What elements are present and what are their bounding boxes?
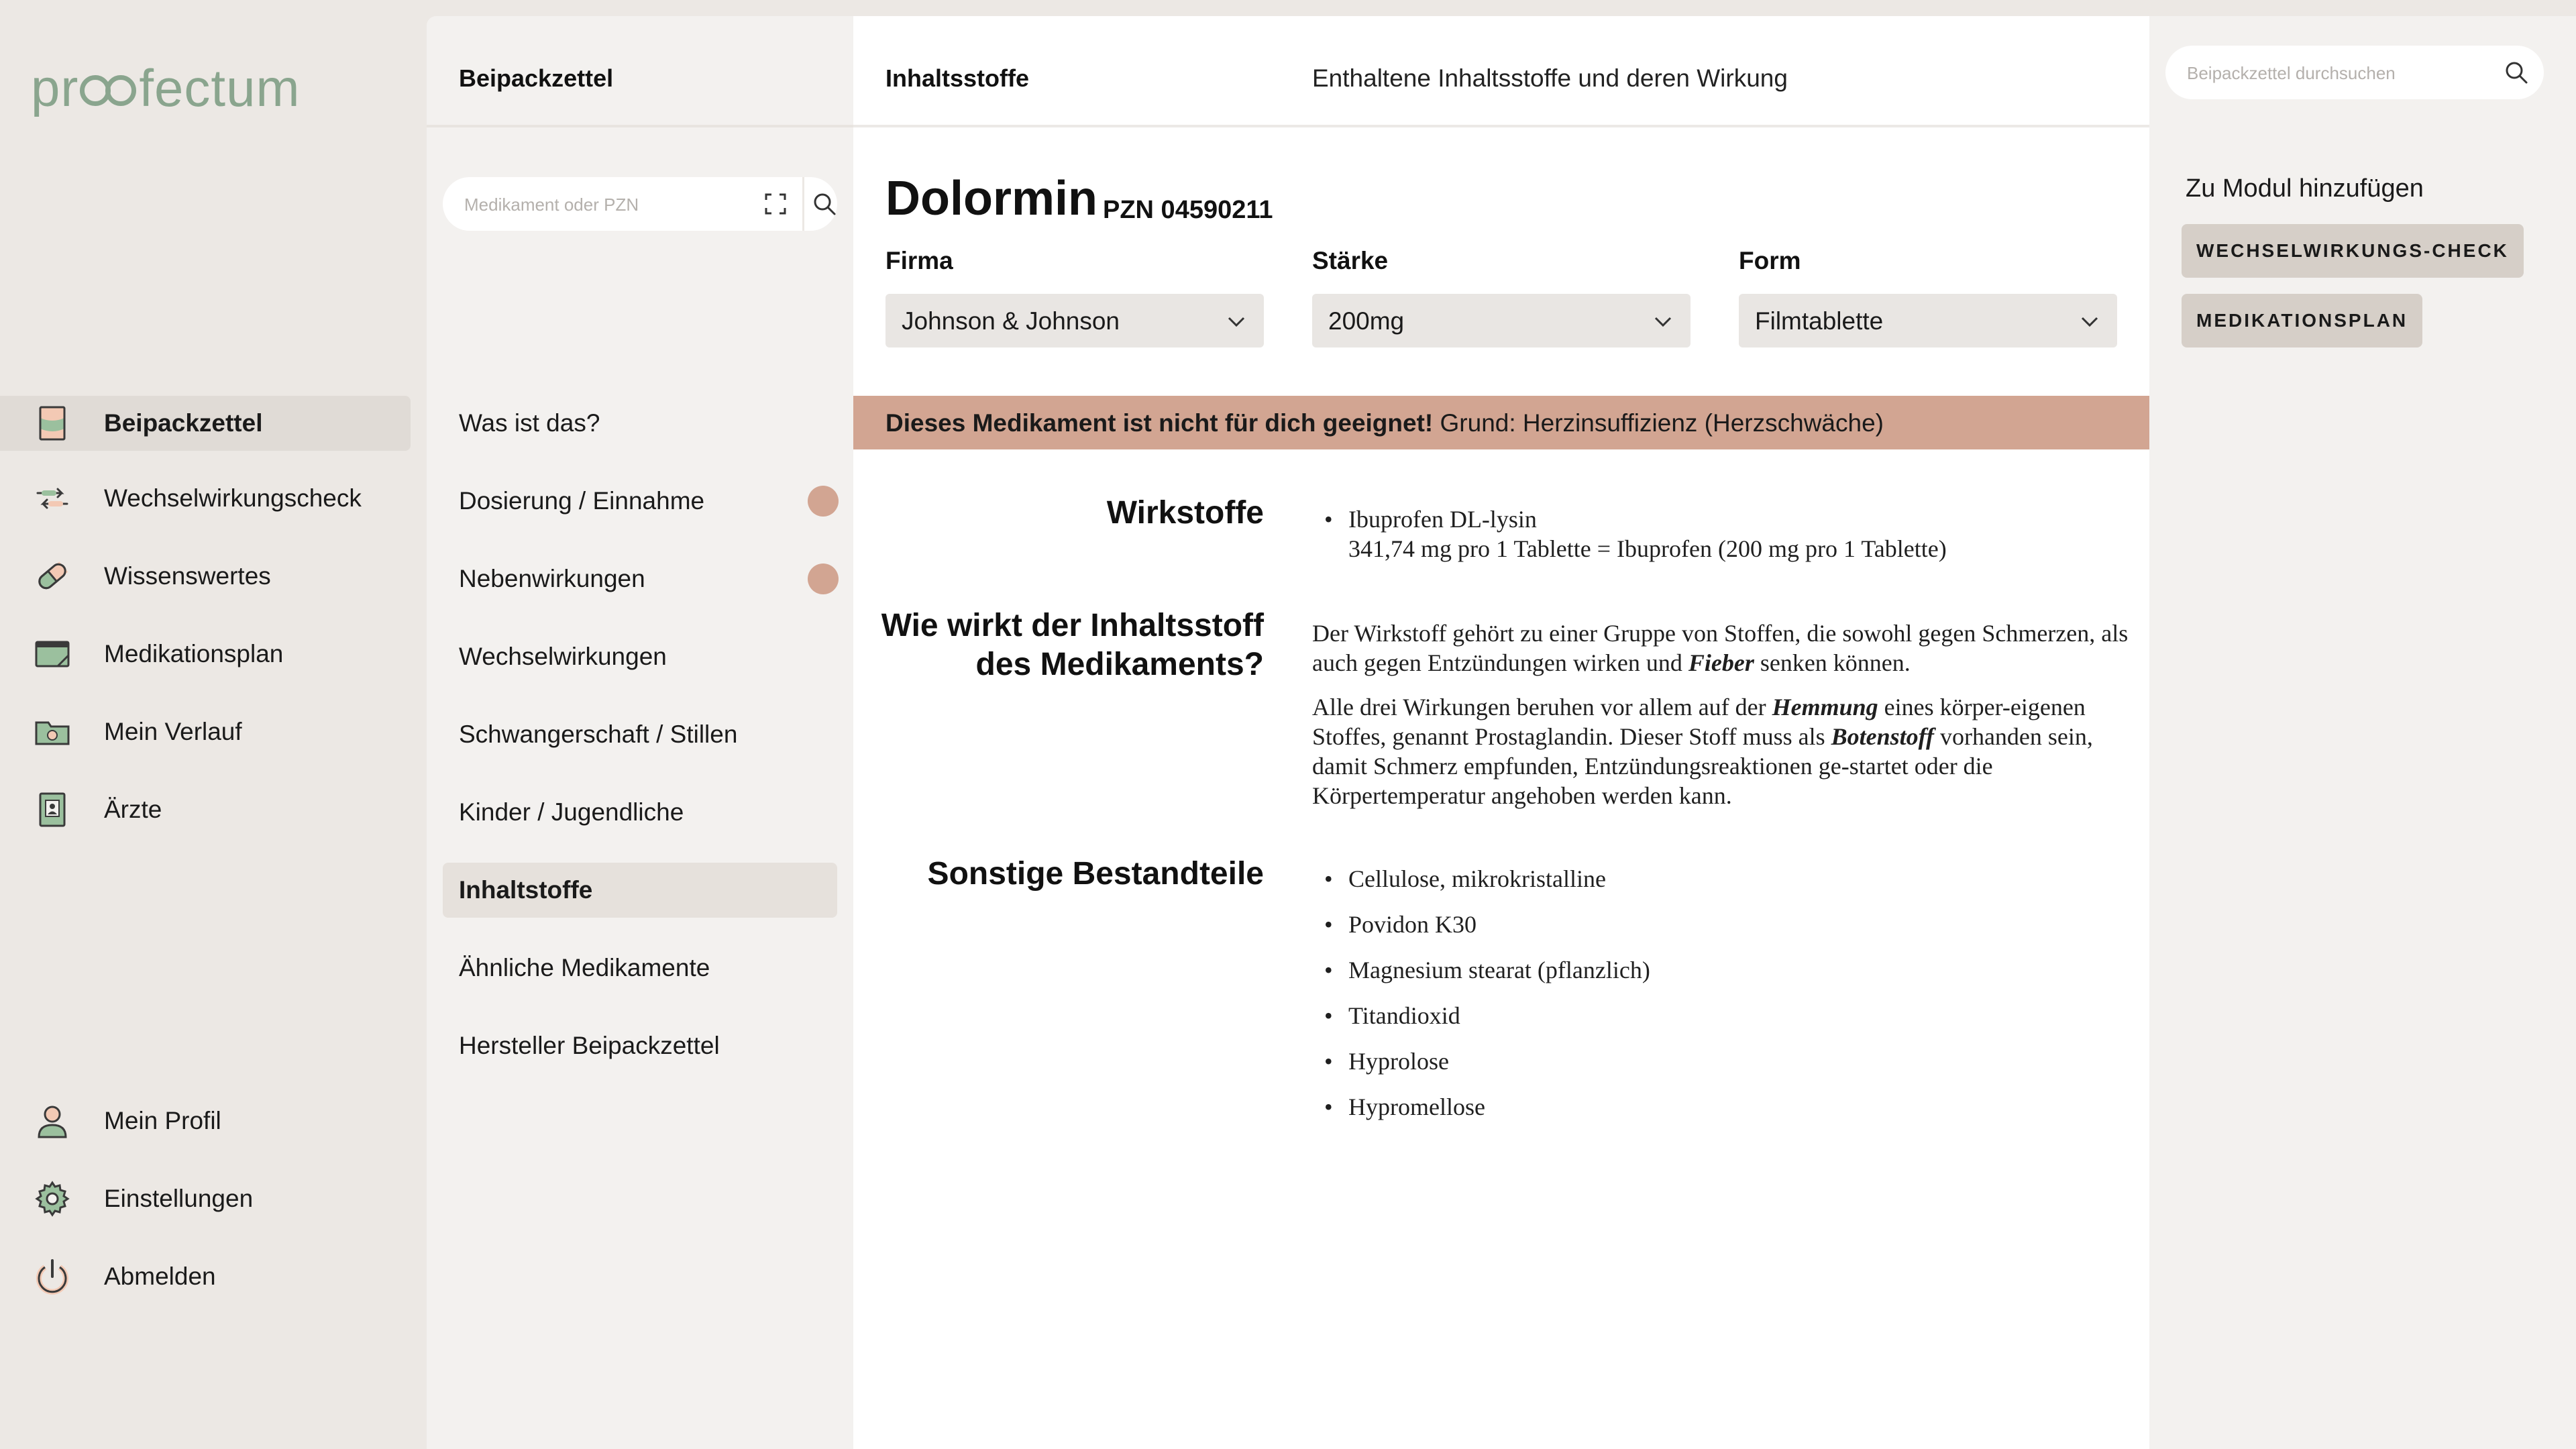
section-item-label: Hersteller Beipackzettel — [459, 1032, 720, 1059]
section-item-kinder[interactable] — [443, 785, 837, 840]
list-item: • Cellulose, mikrokristalline — [1312, 864, 2131, 894]
emphasis: Botenstoff — [1831, 723, 1934, 750]
sonstige-content — [1312, 864, 2131, 1138]
section-item-wechselwirkungen[interactable] — [443, 629, 837, 684]
section-item-label: Nebenwirkungen — [459, 565, 645, 592]
medication-plan-icon — [32, 634, 72, 674]
history-folder-icon — [32, 712, 72, 752]
left-navigation — [0, 0, 427, 1449]
drug-name: Dolormin — [885, 172, 1097, 225]
section-item-label: Schwangerschaft / Stillen — [459, 720, 738, 748]
nav-label: Einstellungen — [104, 1185, 254, 1212]
package-insert-icon — [32, 403, 72, 443]
main-content — [853, 16, 2149, 1449]
add-wechselwirkungs-check-button[interactable]: WECHSELWIRKUNGS-CHECK — [2182, 224, 2524, 278]
wirkstoff-name: Ibuprofen DL-lysin — [1348, 506, 1537, 533]
nav-label: Ärzte — [104, 796, 162, 823]
list-item: • Hypromellose — [1312, 1092, 2131, 1122]
section-item-hersteller-beipackzettel[interactable] — [443, 1018, 837, 1073]
scan-icon[interactable] — [763, 192, 788, 216]
list-item — [1312, 504, 2131, 564]
medication-search-input[interactable]: Medikament oder PZN — [464, 195, 639, 215]
text-span: Der Wirkstoff gehört zu einer Gruppe von Stoffen, die sowohl gegen Schmerzen, als auch gegen Entzündungen wirken und — [1312, 620, 2129, 676]
nav-item-beipackzettel[interactable] — [0, 396, 411, 451]
chevron-down-icon — [1652, 310, 1674, 333]
paragraph — [1312, 619, 2131, 678]
nav-item-wechselwirkungscheck[interactable] — [0, 471, 411, 526]
wirkung-content — [1312, 619, 2131, 825]
nav-label: Beipackzettel — [104, 409, 263, 437]
section-item-schwangerschaft[interactable] — [443, 707, 837, 762]
add-medikationsplan-button[interactable]: MEDIKATIONSPLAN — [2182, 294, 2422, 347]
text-span: Alle drei Wirkungen beruhen vor allem auf der — [1312, 694, 1772, 720]
interaction-arrows-icon — [32, 478, 72, 519]
section-item-label: Inhaltstoffe — [459, 876, 593, 904]
section-item-inhaltstoffe[interactable] — [443, 863, 837, 918]
power-icon — [32, 1256, 72, 1297]
form-select[interactable] — [1739, 294, 2117, 347]
staerke-select[interactable] — [1312, 294, 1690, 347]
nav-item-mein-verlauf[interactable] — [0, 704, 411, 759]
section-item-aehnliche-medikamente[interactable] — [443, 941, 837, 996]
firma-select-value: Johnson & Johnson — [902, 307, 1120, 335]
divider — [427, 125, 853, 127]
warning-text — [885, 409, 1884, 437]
filter-label-firma: Firma — [885, 247, 953, 274]
paragraph — [1312, 692, 2131, 810]
text-span: eines körper-eigenen Stoffes, genannt Prostaglandin. Dieser Stoff muss als — [1312, 694, 2086, 750]
nav-item-mein-profil[interactable] — [0, 1093, 411, 1148]
chevron-down-icon — [2078, 310, 2101, 333]
staerke-select-value: 200mg — [1328, 307, 1405, 335]
filter-label-form: Form — [1739, 247, 1801, 274]
section-item-dosierung[interactable] — [443, 474, 837, 529]
heading-line: Wie wirkt der Inhaltsstoff — [881, 608, 1264, 643]
add-to-module-title: Zu Modul hinzufügen — [2186, 174, 2424, 203]
section-item-label: Kinder / Jugendliche — [459, 798, 684, 826]
form-select-value: Filmtablette — [1755, 307, 1884, 335]
nav-label: Mein Verlauf — [104, 718, 242, 745]
filter-label-staerke: Stärke — [1312, 247, 1389, 274]
nav-item-einstellungen[interactable] — [0, 1171, 411, 1226]
drug-pzn: PZN 04590211 — [1103, 196, 1273, 224]
chevron-down-icon — [1225, 310, 1248, 333]
list-item: • Hyprolose — [1312, 1046, 2131, 1076]
doctor-book-icon — [32, 790, 72, 830]
section-heading-wirkstoffe: Wirkstoffe — [1106, 495, 1264, 531]
knowledge-pill-icon — [32, 556, 72, 596]
section-item-label: Was ist das? — [459, 409, 600, 437]
section-item-was-ist-das[interactable] — [443, 396, 837, 451]
warning-dot-icon — [808, 564, 839, 594]
warning-reason: Grund: Herzinsuffizienz (Herzschwäche) — [1440, 409, 1884, 437]
warning-banner — [853, 396, 2149, 449]
section-panel-title: Beipackzettel — [459, 64, 614, 92]
nav-label: Wissenswertes — [104, 562, 271, 590]
page-title: Inhaltsstoffe — [885, 64, 1030, 92]
nav-label: Medikationsplan — [104, 640, 284, 667]
warning-dot-icon — [808, 486, 839, 517]
leaflet-search — [2165, 46, 2544, 99]
gear-icon — [32, 1179, 72, 1219]
nav-label: Mein Profil — [104, 1107, 221, 1134]
logo-mark-icon — [80, 75, 138, 107]
section-item-label: Dosierung / Einnahme — [459, 487, 705, 515]
text-span: vorhanden sein, damit Schmerz empfunden, Entzündungsreaktionen ge-startet oder die Körpertemperatur angehoben werden kann. — [1312, 723, 2093, 809]
medication-search — [443, 177, 837, 231]
list-item: • Magnesium stearat (pflanzlich) — [1312, 955, 2131, 985]
nav-label: Abmelden — [104, 1263, 216, 1290]
firma-select[interactable] — [885, 294, 1264, 347]
wirkstoffe-content — [1312, 504, 2131, 564]
emphasis: Hemmung — [1772, 694, 1878, 720]
app-logo[interactable]: pr fectum — [31, 58, 301, 117]
right-panel — [2149, 16, 2576, 1449]
user-icon — [32, 1101, 72, 1141]
search-icon[interactable] — [2504, 60, 2529, 85]
divider — [853, 125, 2149, 127]
nav-item-medikationsplan[interactable] — [0, 627, 411, 682]
section-heading-sonstige: Sonstige Bestandteile — [927, 856, 1264, 892]
nav-label: Wechselwirkungscheck — [104, 484, 362, 512]
divider — [802, 177, 804, 231]
heading-line: des Medikaments? — [975, 646, 1264, 682]
section-item-label: Ähnliche Medikamente — [459, 954, 710, 981]
section-item-label: Wechselwirkungen — [459, 643, 667, 670]
leaflet-search-input[interactable]: Beipackzettel durchsuchen — [2187, 63, 2396, 83]
emphasis: Fieber — [1688, 649, 1754, 676]
section-item-nebenwirkungen[interactable] — [443, 551, 837, 606]
search-icon[interactable] — [812, 191, 837, 217]
section-panel — [427, 16, 853, 1449]
nav-item-wissenswertes[interactable] — [0, 549, 411, 604]
page-subtitle: Enthaltene Inhaltsstoffe und deren Wirkung — [1312, 64, 1788, 92]
wirkstoff-dosage: 341,74 mg pro 1 Tablette = Ibuprofen (200 mg pro 1 Tablette) — [1348, 535, 1947, 562]
nav-item-aerzte[interactable] — [0, 782, 411, 837]
warning-headline: Dieses Medikament ist nicht für dich geeignet! — [885, 409, 1434, 437]
nav-item-abmelden[interactable] — [0, 1249, 411, 1304]
list-item: • Titandioxid — [1312, 1001, 2131, 1030]
text-span: senken können. — [1754, 649, 1911, 676]
list-item: • Povidon K30 — [1312, 910, 2131, 939]
section-heading-wirkung — [881, 606, 1264, 684]
